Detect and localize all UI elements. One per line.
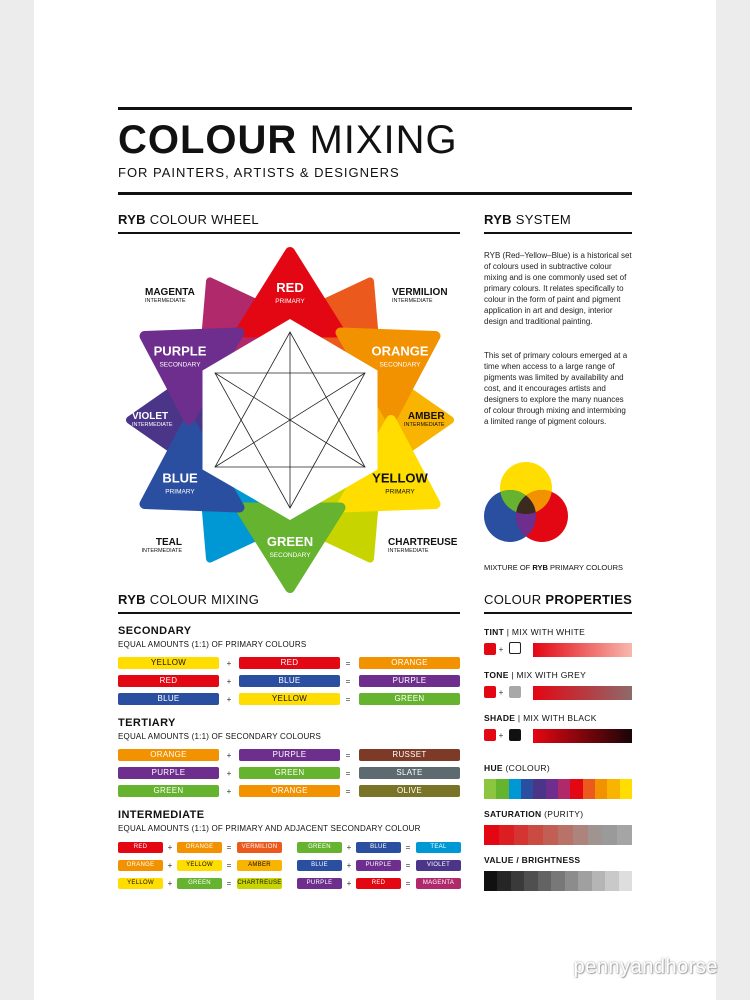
wheel-green-name: GREEN [266, 534, 314, 549]
tertiary-mix-result: RUSSET [359, 749, 460, 761]
intermediate-mix-input-b: YELLOW [177, 860, 222, 871]
intermediate-mix-input-b: BLUE [356, 842, 401, 853]
hue-swatch [595, 779, 607, 799]
saturation-swatch [588, 825, 603, 845]
label-teal: TEAL INTERMEDIATE [141, 537, 182, 554]
system-description-1: RYB (Red–Yellow–Blue) is a historical set of colours used in subtractive colour mixing and is one commonly used set of primary colours. It relates specifically to colour in the form of paint and pigment application in art and design, interior design and traditional painting. [484, 251, 632, 326]
hue-swatch [558, 779, 570, 799]
tertiary-equals: = [345, 751, 351, 760]
saturation-swatch [499, 825, 514, 845]
secondary-mix-input-b: YELLOW [239, 693, 340, 705]
intermediate-mix-input-b: ORANGE [177, 842, 222, 853]
hue-strip [484, 779, 632, 799]
intermediate-mix-input-a: RED [118, 842, 163, 853]
value-swatch [511, 871, 524, 891]
saturation-swatch [528, 825, 543, 845]
hue-swatch [570, 779, 582, 799]
shade-red-swatch [484, 729, 496, 741]
ryb-venn-diagram [480, 458, 580, 553]
tint-red-swatch [484, 643, 496, 655]
tone-label: TONE | MIX WITH GREY [484, 670, 587, 680]
value-swatch [497, 871, 510, 891]
intermediate-plus: + [167, 843, 173, 852]
top-rule [118, 107, 632, 110]
intermediate-mix-input-a: PURPLE [297, 878, 342, 889]
secondary-mix-input-b: RED [239, 657, 340, 669]
mixing-rule [118, 612, 460, 614]
value-swatch [484, 871, 497, 891]
hue-swatch [533, 779, 545, 799]
tertiary-mix-input-a: ORANGE [118, 749, 219, 761]
secondary-mix-input-a: RED [118, 675, 219, 687]
tint-label: TINT | MIX WITH WHITE [484, 627, 586, 637]
intermediate-equals: = [405, 843, 411, 852]
hue-label: HUE (COLOUR) [484, 763, 550, 773]
wheel-orange-type: SECONDARY [379, 361, 421, 369]
saturation-strip [484, 825, 632, 845]
tint-gradient [533, 643, 632, 657]
label-magenta: MAGENTA INTERMEDIATE [145, 287, 195, 304]
secondary-mix-result: ORANGE [359, 657, 460, 669]
intermediate-mix-input-b: RED [356, 878, 401, 889]
intermediate-equals: = [226, 843, 232, 852]
intermediate-mix-result: AMBER [237, 860, 282, 871]
saturation-swatch [602, 825, 617, 845]
wheel-rule [118, 232, 460, 234]
hue-swatch [583, 779, 595, 799]
tertiary-mix-result: OLIVE [359, 785, 460, 797]
tertiary-mix-input-a: GREEN [118, 785, 219, 797]
intermediate-subtitle: EQUAL AMOUNTS (1:1) OF PRIMARY AND ADJACENT SECONDARY COLOUR [118, 824, 421, 833]
label-chartreuse: CHARTREUSE INTERMEDIATE [388, 537, 458, 554]
hue-swatch [607, 779, 619, 799]
secondary-plus: + [226, 695, 232, 704]
wheel-red-name: RED [276, 280, 304, 295]
tone-plus: + [498, 688, 504, 697]
shade-gradient [533, 729, 632, 743]
intermediate-mix-input-a: ORANGE [118, 860, 163, 871]
tertiary-equals: = [345, 769, 351, 778]
saturation-swatch [543, 825, 558, 845]
tertiary-title: TERTIARY [118, 717, 176, 729]
intermediate-equals: = [226, 861, 232, 870]
tint-plus: + [498, 645, 504, 654]
label-amber: AMBER INTERMEDIATE [404, 411, 445, 428]
tertiary-mix-input-b: PURPLE [239, 749, 340, 761]
secondary-subtitle: EQUAL AMOUNTS (1:1) OF PRIMARY COLOURS [118, 640, 307, 649]
tone-red-swatch [484, 686, 496, 698]
tertiary-subtitle: EQUAL AMOUNTS (1:1) OF SECONDARY COLOURS [118, 732, 322, 741]
saturation-swatch [514, 825, 529, 845]
saturation-swatch [617, 825, 632, 845]
value-label: VALUE / BRIGHTNESS [484, 855, 581, 865]
system-description-2: This set of primary colours emerged at a time when access to a large range of pigments was limited by availability and cost, and it encourages artists and designers to explore the many nuances of colour through mixing and intermixing a limited range of pigment colours. [484, 351, 628, 426]
properties-rule [484, 612, 632, 614]
wheel-blue-name: BLUE [162, 470, 198, 486]
saturation-swatch [484, 825, 499, 845]
label-violet: VIOLET INTERMEDIATE [132, 411, 173, 428]
value-swatch [592, 871, 605, 891]
tertiary-mix-input-b: GREEN [239, 767, 340, 779]
wheel-purple-type: SECONDARY [159, 361, 201, 369]
intermediate-mix-input-a: BLUE [297, 860, 342, 871]
intermediate-plus: + [346, 843, 352, 852]
intermediate-mix-result: VIOLET [416, 860, 461, 871]
wheel-yellow-type: PRIMARY [385, 488, 415, 496]
wheel-orange-name: ORANGE [371, 343, 429, 359]
properties-heading: COLOUR PROPERTIES [484, 592, 633, 607]
secondary-mix-input-a: YELLOW [118, 657, 219, 669]
intermediate-plus: + [167, 861, 173, 870]
wheel-red-type: PRIMARY [275, 298, 305, 305]
hue-swatch [521, 779, 533, 799]
value-swatch [565, 871, 578, 891]
hue-swatch [509, 779, 521, 799]
mixing-heading: RYB COLOUR MIXING [118, 592, 260, 607]
tertiary-mix-input-b: ORANGE [239, 785, 340, 797]
tertiary-plus: + [226, 751, 232, 760]
shade-plus: + [498, 731, 504, 740]
secondary-equals: = [345, 677, 351, 686]
wheel-blue-type: PRIMARY [165, 488, 195, 496]
intermediate-mix-input-b: PURPLE [356, 860, 401, 871]
value-swatch [551, 871, 564, 891]
intermediate-plus: + [346, 861, 352, 870]
saturation-swatch [558, 825, 573, 845]
saturation-label: SATURATION (PURITY) [484, 809, 584, 819]
intermediate-mix-input-a: YELLOW [118, 878, 163, 889]
wheel-green-type: SECONDARY [269, 552, 311, 559]
secondary-equals: = [345, 659, 351, 668]
page-subtitle: FOR PAINTERS, ARTISTS & DESIGNERS [118, 165, 400, 180]
intermediate-equals: = [405, 879, 411, 888]
system-heading: RYB SYSTEM [484, 212, 572, 227]
hue-swatch [496, 779, 508, 799]
hue-swatch [484, 779, 496, 799]
tertiary-plus: + [226, 769, 232, 778]
hue-swatch [546, 779, 558, 799]
intermediate-plus: + [346, 879, 352, 888]
watermark: pennyandhorse [573, 956, 718, 978]
wheel-purple-name: PURPLE [153, 343, 207, 359]
value-swatch [578, 871, 591, 891]
tone-grey-swatch [509, 686, 521, 698]
tertiary-equals: = [345, 787, 351, 796]
tertiary-mix-result: SLATE [359, 767, 460, 779]
intermediate-mix-result: VERMILION [237, 842, 282, 853]
intermediate-title: INTERMEDIATE [118, 809, 205, 821]
value-swatch [605, 871, 618, 891]
shade-black-swatch [509, 729, 521, 741]
secondary-equals: = [345, 695, 351, 704]
value-strip [484, 871, 632, 891]
saturation-swatch [573, 825, 588, 845]
tertiary-plus: + [226, 787, 232, 796]
venn-caption: MIXTURE OF RYB PRIMARY COLOURS [484, 563, 624, 572]
shade-label: SHADE | MIX WITH BLACK [484, 713, 597, 723]
intermediate-mix-result: MAGENTA [416, 878, 461, 889]
label-vermilion: VERMILION INTERMEDIATE [392, 287, 448, 304]
secondary-mix-input-b: BLUE [239, 675, 340, 687]
secondary-plus: + [226, 659, 232, 668]
tint-white-swatch [509, 642, 521, 654]
intermediate-equals: = [226, 879, 232, 888]
hue-swatch [620, 779, 632, 799]
wheel-heading: RYB COLOUR WHEEL [118, 212, 259, 227]
intermediate-mix-result: TEAL [416, 842, 461, 853]
intermediate-plus: + [167, 879, 173, 888]
intermediate-mix-input-a: GREEN [297, 842, 342, 853]
page-title: COLOUR MIXING [118, 118, 458, 162]
secondary-mix-result: PURPLE [359, 675, 460, 687]
intermediate-mix-result: CHARTREUSE [237, 878, 282, 889]
tertiary-mix-input-a: PURPLE [118, 767, 219, 779]
value-swatch [538, 871, 551, 891]
intermediate-mix-input-b: GREEN [177, 878, 222, 889]
value-swatch [524, 871, 537, 891]
tone-gradient [533, 686, 632, 700]
secondary-plus: + [226, 677, 232, 686]
secondary-title: SECONDARY [118, 625, 192, 637]
wheel-yellow-name: YELLOW [372, 470, 428, 486]
secondary-mix-input-a: BLUE [118, 693, 219, 705]
value-swatch [619, 871, 632, 891]
title-rule [118, 192, 632, 195]
secondary-mix-result: GREEN [359, 693, 460, 705]
system-rule [484, 232, 632, 234]
intermediate-equals: = [405, 861, 411, 870]
